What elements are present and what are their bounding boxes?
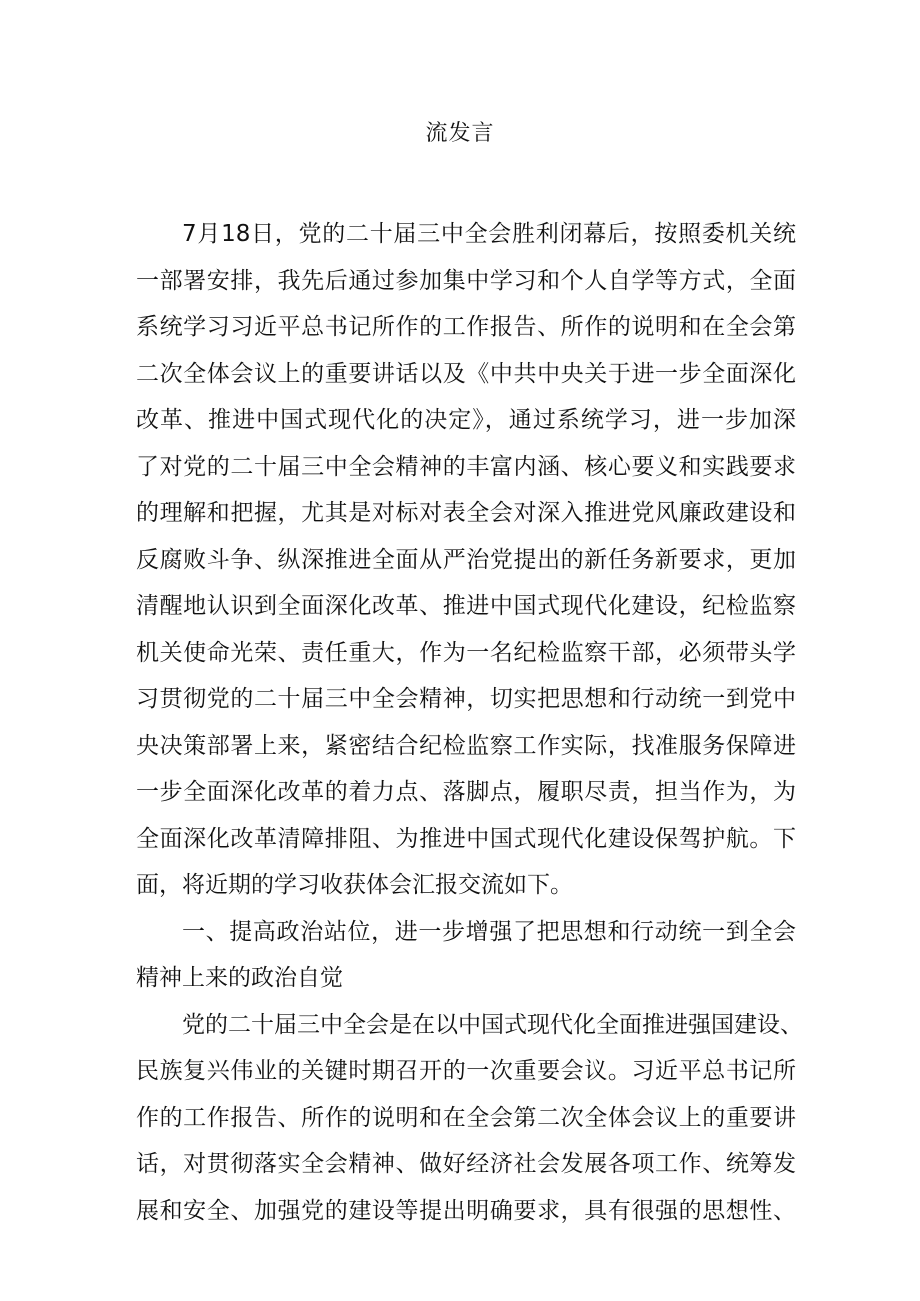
- body-line: 了对党的二十届三中全会精神的丰富内涵、核心要义和实践要求: [136, 453, 796, 480]
- body-line: 话，对贯彻落实全会精神、做好经济社会发展各项工作、统筹发: [136, 1151, 796, 1177]
- body-line: 展和安全、加强党的建设等提出明确要求，具有很强的思想性、: [136, 1197, 796, 1224]
- body-line: 作的工作报告、所作的说明和在全会第二次全体会议上的重要讲: [136, 1104, 796, 1131]
- body-line: 精神上来的政治自觉: [136, 965, 343, 991]
- body-line: 一、提高政治站位，进一步增强了把思想和行动统一到全会: [182, 918, 796, 945]
- body-line: 全面深化改革清障排阻、为推进中国式现代化建设保驾护航。下: [136, 825, 796, 852]
- document-body: [136, 211, 803, 1234]
- body-line: 系统学习习近平总书记所作的工作报告、所作的说明和在全会第: [136, 314, 796, 340]
- body-line: 反腐败斗争、纵深推进全面从严治党提出的新任务新要求，更加: [136, 546, 796, 573]
- body-line: 一步全面深化改革的着力点、落脚点，履职尽责，担当作为，为: [136, 779, 796, 805]
- body-line: 民族复兴伟业的关键时期召开的一次重要会议。习近平总书记所: [136, 1058, 796, 1084]
- body-line: 二次全体会议上的重要讲话以及《中共中央关于进一步全面深化: [136, 360, 796, 387]
- body-line: 面，将近期的学习收获体会汇报交流如下。: [136, 872, 573, 898]
- body-line: 的理解和把握，尤其是对标对表全会对深入推进党风廉政建设和: [136, 500, 796, 526]
- body-line: 党的二十届三中全会是在以中国式现代化全面推进强国建设、: [182, 1011, 803, 1038]
- body-line: 机关使命光荣、责任重大，作为一名纪检监察干部，必须带头学: [136, 639, 796, 666]
- body-line: 清醒地认识到全面深化改革、推进中国式现代化建设，纪检监察: [136, 593, 796, 619]
- document-title: 流发言: [425, 121, 495, 146]
- body-line: 一部署安排，我先后通过参加集中学习和个人自学等方式，全面: [136, 267, 796, 294]
- body-line: 7月18日，党的二十届三中全会胜利闭幕后，按照委机关统: [182, 221, 796, 247]
- body-line: 央决策部署上来，紧密结合纪检监察工作实际，找准服务保障进: [136, 732, 796, 759]
- body-line: 改革、推进中国式现代化的决定》，通过系统学习，进一步加深: [136, 407, 796, 433]
- body-line: 习贯彻党的二十届三中全会精神，切实把思想和行动统一到党中: [136, 686, 796, 712]
